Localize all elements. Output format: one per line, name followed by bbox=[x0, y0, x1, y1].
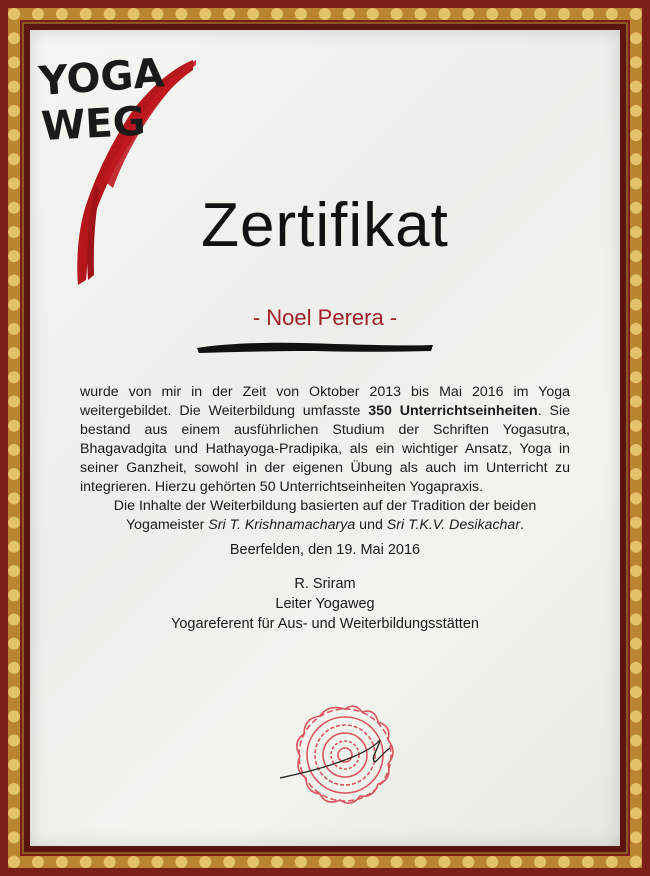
signatory-block bbox=[0, 574, 650, 634]
body-text-2: . Sie bestand aus einem ausführlichen Studium der Schriften Yogasutra, Bhagavadgita und Hathayoga-Pradipika, als ein wichtiger Ansatz, Yoga in seiner Ganzheit, sowohl in der eigenen Übung als auch im Unterricht zu integrieren. Hierzu gehörten 50 Unterrichtseinheiten Yogapraxis. bbox=[80, 403, 570, 495]
brush-stroke-divider bbox=[195, 336, 435, 358]
body-end: . bbox=[520, 517, 524, 533]
body-paragraph-2 bbox=[80, 497, 570, 535]
body-text-1: wurde von mir in der Zeit von Oktober 2013 bis Mai 2016 im Yoga weitergebildet. Die Weiterbildung umfasste bbox=[80, 384, 570, 419]
certificate-body bbox=[80, 383, 570, 535]
signatory-role: Leiter Yogaweg bbox=[275, 596, 375, 612]
body-text-3: Die Inhalte der Weiterbildung basierten auf der Tradition der beiden Yogameister bbox=[113, 498, 537, 533]
signatory-name: R. Sriram bbox=[294, 576, 356, 592]
logo-text-weg: WEG bbox=[40, 98, 147, 150]
master-1: Sri T. Krishnamacharya bbox=[208, 517, 356, 533]
signatory-title: Yogareferent für Aus- und Weiterbildungsstätten bbox=[171, 616, 479, 632]
body-and: und bbox=[355, 517, 387, 533]
body-units: 350 Unterrichtseinheiten bbox=[368, 403, 538, 419]
place-date: Beerfelden, den 19. Mai 2016 bbox=[229, 542, 421, 558]
master-2: Sri T.K.V. Desikachar bbox=[386, 517, 521, 533]
certificate-title: Zertifikat bbox=[201, 191, 449, 260]
recipient-name: - Noel Perera - bbox=[252, 305, 398, 330]
logo-text-yoga: YOGA bbox=[37, 50, 166, 105]
seal-stamp bbox=[280, 700, 410, 810]
